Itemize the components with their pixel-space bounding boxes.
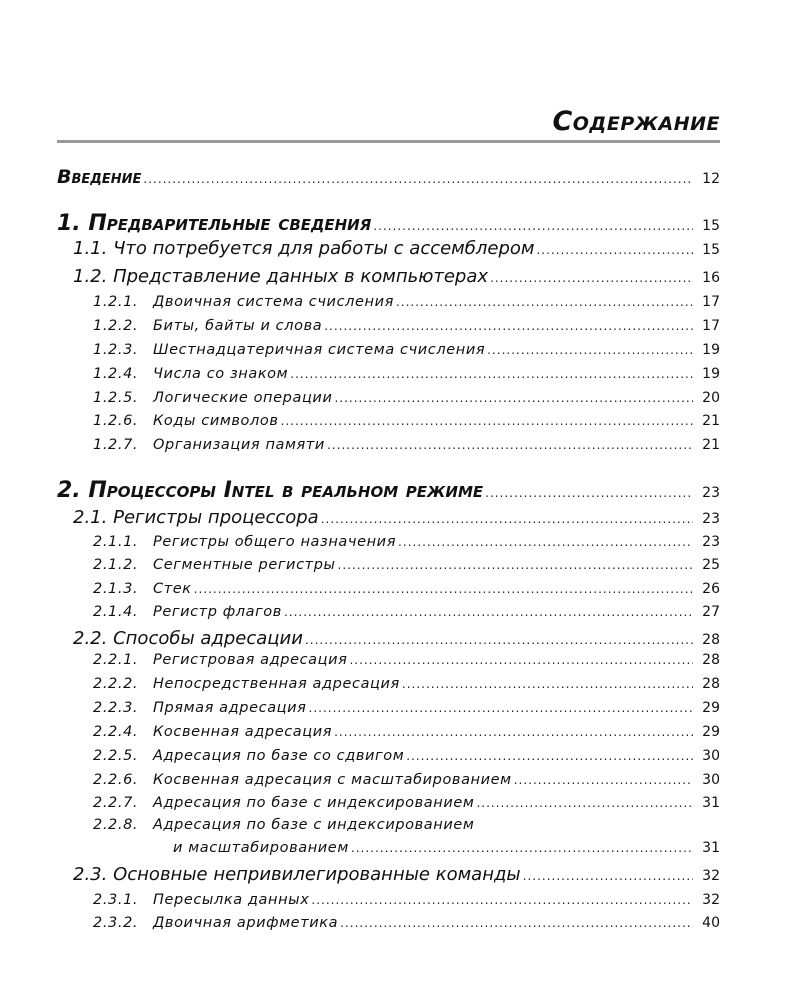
toc-entry-sub[interactable] [93, 724, 720, 740]
entry-title: Что потребуется для работы с ассемблером [113, 238, 535, 259]
entry-heading [57, 166, 141, 188]
entry-number: 1.1. [73, 238, 108, 259]
entry-heading [93, 342, 485, 358]
page-number: 28 [702, 676, 720, 692]
entry-heading [93, 390, 332, 406]
dot-leader [143, 172, 693, 186]
toc-entry-section[interactable] [73, 864, 720, 885]
entry-title: Адресация по базе с индексированием [153, 817, 475, 833]
entry-title: Пересылка данных [153, 892, 310, 908]
entry-title: Регистровая адресация [153, 652, 348, 668]
toc-entry-sub[interactable] [93, 557, 720, 573]
entry-title: Введение [57, 166, 142, 188]
dot-leader [398, 535, 693, 549]
page-number: 21 [702, 437, 720, 453]
toc-entry-sub[interactable] [93, 413, 720, 429]
toc-entry-sub[interactable] [93, 676, 720, 692]
toc-entry-intro[interactable] [57, 166, 720, 188]
toc-entry-sub[interactable] [93, 534, 720, 550]
toc-entry-sub[interactable] [93, 294, 720, 310]
entry-heading [93, 581, 192, 597]
page-number: 20 [702, 390, 720, 406]
toc-entry-sub[interactable] [93, 700, 720, 716]
entry-heading [93, 892, 309, 908]
entry-heading [93, 318, 322, 334]
entry-heading [93, 700, 307, 716]
toc-entry-section[interactable] [73, 238, 720, 259]
toc-entry-sub[interactable] [93, 342, 720, 358]
toc-entry-chapter[interactable] [57, 211, 720, 236]
page-number: 23 [702, 485, 720, 501]
page-number: 32 [702, 892, 720, 908]
entry-title: Предварительные сведения [88, 211, 372, 236]
page-title: Содержание [552, 106, 720, 137]
entry-heading [93, 772, 512, 788]
entry-number: 2. [57, 478, 81, 503]
entry-heading [57, 478, 483, 503]
entry-number: 2.3. [73, 864, 108, 885]
entry-number: 2.2.5. [93, 748, 139, 764]
toc-entry-sub[interactable] [93, 604, 720, 620]
entry-number: 2.2.7. [93, 795, 139, 811]
entry-title: Косвенная адресация [153, 724, 333, 740]
dot-leader [349, 653, 693, 667]
entry-number: 1.2.3. [93, 342, 139, 358]
entry-title: Шестнадцатеричная система счисления [153, 342, 486, 358]
page-number: 21 [702, 413, 720, 429]
entry-title: Двоичная система счисления [153, 294, 394, 310]
entry-title: Регистры общего назначения [153, 534, 397, 550]
entry-title: Биты, байты и слова [153, 318, 323, 334]
dot-leader [490, 271, 693, 285]
entry-heading [73, 628, 303, 649]
page-number: 40 [702, 915, 720, 931]
toc-entry-sub2[interactable] [93, 817, 474, 833]
entry-heading [93, 534, 396, 550]
entry-title: Основные непривилегированные команды [113, 864, 521, 885]
entry-title-continued: и масштабированием [173, 840, 349, 856]
toc-entry-sub[interactable] [93, 437, 720, 453]
entry-title: Непосредственная адресация [153, 676, 400, 692]
entry-title: Регистры процессора [113, 507, 319, 528]
dot-leader [406, 749, 693, 763]
entry-heading [73, 238, 534, 259]
page-number: 15 [702, 242, 720, 258]
page-number: 31 [702, 795, 720, 811]
page-number: 25 [702, 557, 720, 573]
entry-heading [93, 817, 474, 833]
toc-entry-sub[interactable] [93, 795, 720, 811]
dot-leader [340, 916, 693, 930]
page-number: 15 [702, 218, 720, 234]
page-number: 28 [702, 652, 720, 668]
entry-heading [93, 366, 288, 382]
page-number: 17 [702, 318, 720, 334]
toc-entry-chapter[interactable] [57, 478, 720, 503]
toc-entry-sub[interactable] [93, 748, 720, 764]
dot-leader [396, 295, 693, 309]
entry-title: Представление данных в компьютерах [113, 266, 489, 287]
dot-leader [523, 869, 693, 883]
dot-leader [487, 343, 693, 357]
entry-heading [73, 864, 521, 885]
entry-title: Процессоры Intel в реальном режиме [88, 478, 484, 503]
entry-number: 2.1.1. [93, 534, 139, 550]
dot-leader [194, 582, 693, 596]
entry-heading [57, 211, 371, 236]
dot-leader [281, 414, 694, 428]
entry-number: 1.2.1. [93, 294, 139, 310]
dot-leader [321, 512, 693, 526]
dot-leader [514, 773, 693, 787]
entry-title: Логические операции [153, 390, 333, 406]
entry-number: 1.2.5. [93, 390, 139, 406]
entry-number: 2.2.1. [93, 652, 139, 668]
dot-leader [324, 319, 693, 333]
entry-heading [93, 557, 336, 573]
page-number: 26 [702, 581, 720, 597]
entry-heading [93, 652, 347, 668]
dot-leader [351, 841, 693, 855]
entry-number: 1.2.7. [93, 437, 139, 453]
entry-heading [93, 795, 474, 811]
entry-number: 1.2.6. [93, 413, 139, 429]
entry-number: 2.3.2. [93, 915, 139, 931]
entry-number: 2.1.3. [93, 581, 139, 597]
dot-leader [284, 605, 693, 619]
page-number: 31 [702, 840, 720, 856]
toc-entry-sub[interactable] [93, 915, 720, 931]
page-number: 30 [702, 748, 720, 764]
entry-number: 1.2.2. [93, 318, 139, 334]
entry-title: Стек [153, 581, 192, 597]
entry-title: Коды символов [153, 413, 279, 429]
entry-title: Косвенная адресация с масштабированием [153, 772, 512, 788]
entry-heading [93, 915, 338, 931]
entry-title: Прямая адресация [153, 700, 307, 716]
toc-entry-section[interactable] [73, 266, 720, 287]
entry-number: 1.2.4. [93, 366, 139, 382]
dot-leader [485, 486, 693, 500]
page-number: 29 [702, 724, 720, 740]
page-number: 28 [702, 632, 720, 648]
entry-heading [73, 507, 319, 528]
entry-number: 2.1.4. [93, 604, 139, 620]
dot-leader [309, 701, 694, 715]
entry-heading [93, 748, 404, 764]
toc-entry-sub[interactable] [93, 366, 720, 382]
dot-leader [327, 438, 693, 452]
toc-entry-sub[interactable] [93, 318, 720, 334]
dot-leader [311, 893, 693, 907]
entry-number: 2.2.2. [93, 676, 139, 692]
entry-title: Адресация по базе со сдвигом [153, 748, 405, 764]
entry-number: 2.2.4. [93, 724, 139, 740]
entry-heading [93, 294, 394, 310]
page-number: 19 [702, 342, 720, 358]
page-number: 23 [702, 534, 720, 550]
dot-leader [334, 391, 693, 405]
page-number: 23 [702, 511, 720, 527]
dot-leader [305, 633, 693, 647]
entry-number: 1. [57, 211, 81, 236]
entry-number: 1.2. [73, 266, 108, 287]
entry-heading [93, 724, 332, 740]
page-number: 32 [702, 868, 720, 884]
dot-leader [476, 796, 693, 810]
entry-heading [173, 840, 349, 856]
entry-number: 2.2.3. [93, 700, 139, 716]
page-number: 19 [702, 366, 720, 382]
toc-entry-continuation[interactable] [173, 840, 720, 856]
entry-number: 2.1. [73, 507, 108, 528]
toc-entry-sub[interactable] [93, 652, 720, 668]
dot-leader [373, 219, 693, 233]
entry-title: Адресация по базе с индексированием [153, 795, 475, 811]
toc-entry-section[interactable] [73, 628, 720, 649]
dot-leader [536, 243, 693, 257]
toc-entry-sub[interactable] [93, 581, 720, 597]
toc-entry-section[interactable] [73, 507, 720, 528]
entry-heading [93, 413, 279, 429]
entry-title: Числа со знаком [153, 366, 289, 382]
toc-entry-sub[interactable] [93, 390, 720, 406]
entry-number: 2.2.6. [93, 772, 139, 788]
page-number: 17 [702, 294, 720, 310]
dot-leader [402, 677, 693, 691]
page-number: 27 [702, 604, 720, 620]
toc-entry-sub[interactable] [93, 772, 720, 788]
page-number: 30 [702, 772, 720, 788]
entry-title: Двоичная арифметика [153, 915, 339, 931]
entry-heading [93, 676, 400, 692]
entry-number: 2.2.8. [93, 817, 139, 833]
toc-entry-sub[interactable] [93, 892, 720, 908]
entry-heading [73, 266, 488, 287]
page-number: 12 [702, 171, 720, 187]
dot-leader [334, 725, 693, 739]
entry-heading [93, 604, 282, 620]
entry-number: 2.3.1. [93, 892, 139, 908]
entry-title: Способы адресации [113, 628, 303, 649]
entry-title: Регистр флагов [153, 604, 282, 620]
entry-heading [93, 437, 325, 453]
page-number: 29 [702, 700, 720, 716]
page-number: 16 [702, 270, 720, 286]
entry-number: 2.2. [73, 628, 108, 649]
entry-title: Организация памяти [153, 437, 325, 453]
dot-leader [338, 558, 693, 572]
entry-title: Сегментные регистры [153, 557, 336, 573]
dot-leader [290, 367, 693, 381]
entry-number: 2.1.2. [93, 557, 139, 573]
